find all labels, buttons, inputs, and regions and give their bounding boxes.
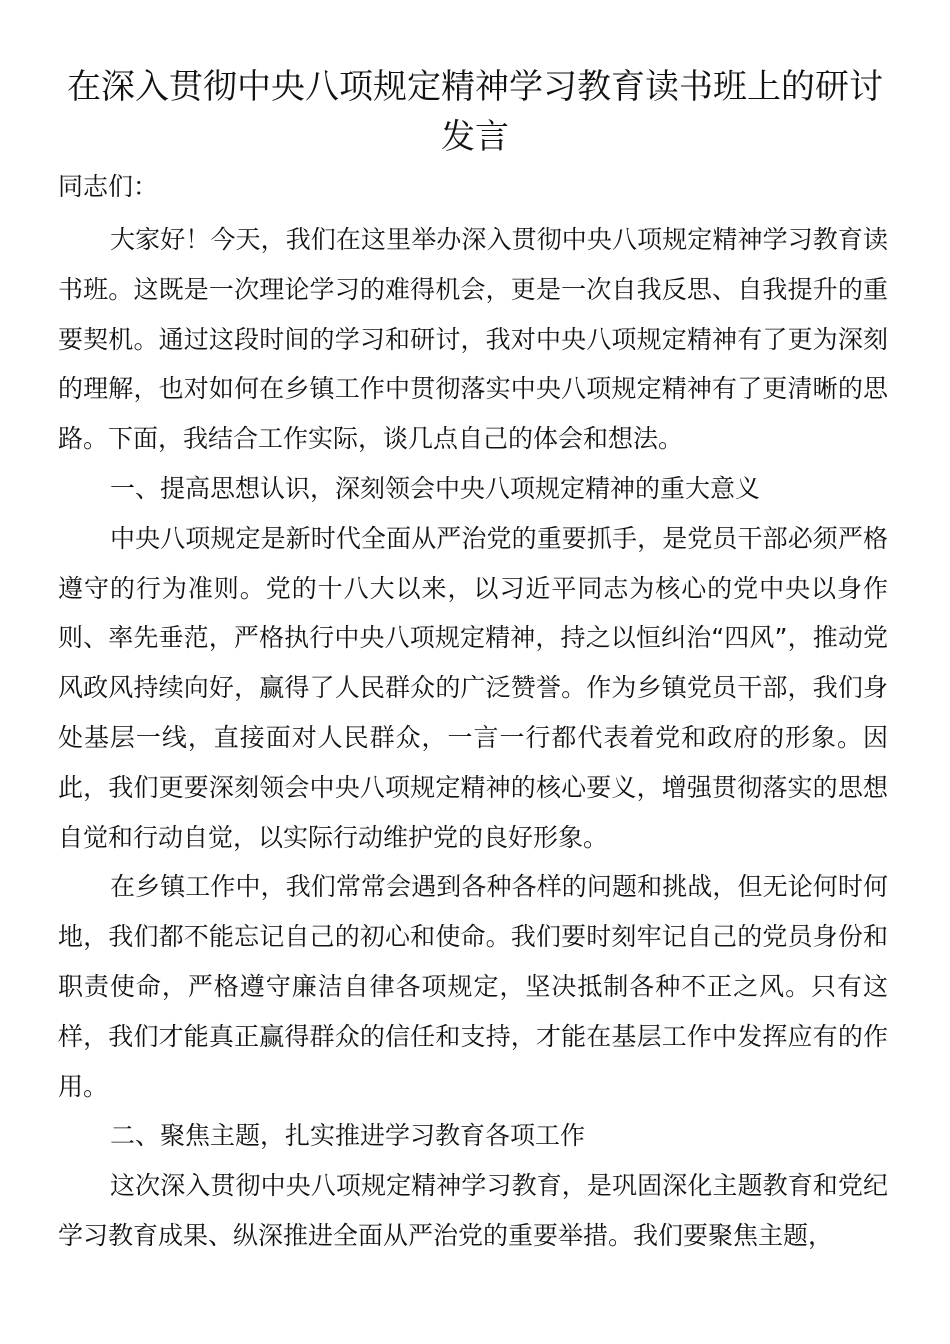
document-title: 在深入贯彻中央八项规定精神学习教育读书班上的研讨发言 (67, 67, 883, 157)
paragraph-intro: 大家好！今天，我们在这里举办深入贯彻中央八项规定精神学习教育读书班。这既是一次理论学习的难得机会，更是一次自我反思、自我提升的重要契机。通过这段时间的学习和研讨，我对中央八项规定精神有了更为深刻的理解，也对如何在乡镇工作中贯彻落实中央八项规定精神有了更清晰的思路。下面，我结合工作实际，谈几点自己的体会和想法。 (58, 225, 888, 454)
paragraph-section-1-b: 在乡镇工作中，我们常常会遇到各种各样的问题和挑战，但无论何时何地，我们都不能忘记自己的初心和使命。我们要时刻牢记自己的党员身份和职责使命，严格遵守廉洁自律各项规定，坚决抵制各种不正之风。只有这样，我们才能真正赢得群众的信任和支持，才能在基层工作中发挥应有的作用。 (58, 872, 888, 1101)
document-body (58, 215, 888, 1261)
paragraph-section-2-a: 这次深入贯彻中央八项规定精神学习教育，是巩固深化主题教育和党纪学习教育成果、纵深推进全面从严治党的重要举措。我们要聚焦主题， (58, 1171, 888, 1250)
section-heading-1: 一、提高思想认识，深刻领会中央八项规定精神的重大意义 (110, 473, 761, 503)
paragraph-section-1-a: 中央八项规定是新时代全面从严治党的重要抓手，是党员干部必须严格遵守的行为准则。党的十八大以来，以习近平同志为核心的党中央以身作则、率先垂范，严格执行中央八项规定精神，持之以恒纠治“四风”，推动党风政风持续向好，赢得了人民群众的广泛赞誉。作为乡镇党员干部，我们身处基层一线，直接面对人民群众，一言一行都代表着党和政府的形象。因此，我们更要深刻领会中央八项规定精神的核心要义，增强贯彻落实的思想自觉和行动自觉，以实际行动维护党的良好形象。 (58, 523, 889, 852)
section-heading-2: 二、聚焦主题，扎实推进学习教育各项工作 (110, 1121, 586, 1151)
greeting-line: 同志们： (58, 172, 159, 201)
